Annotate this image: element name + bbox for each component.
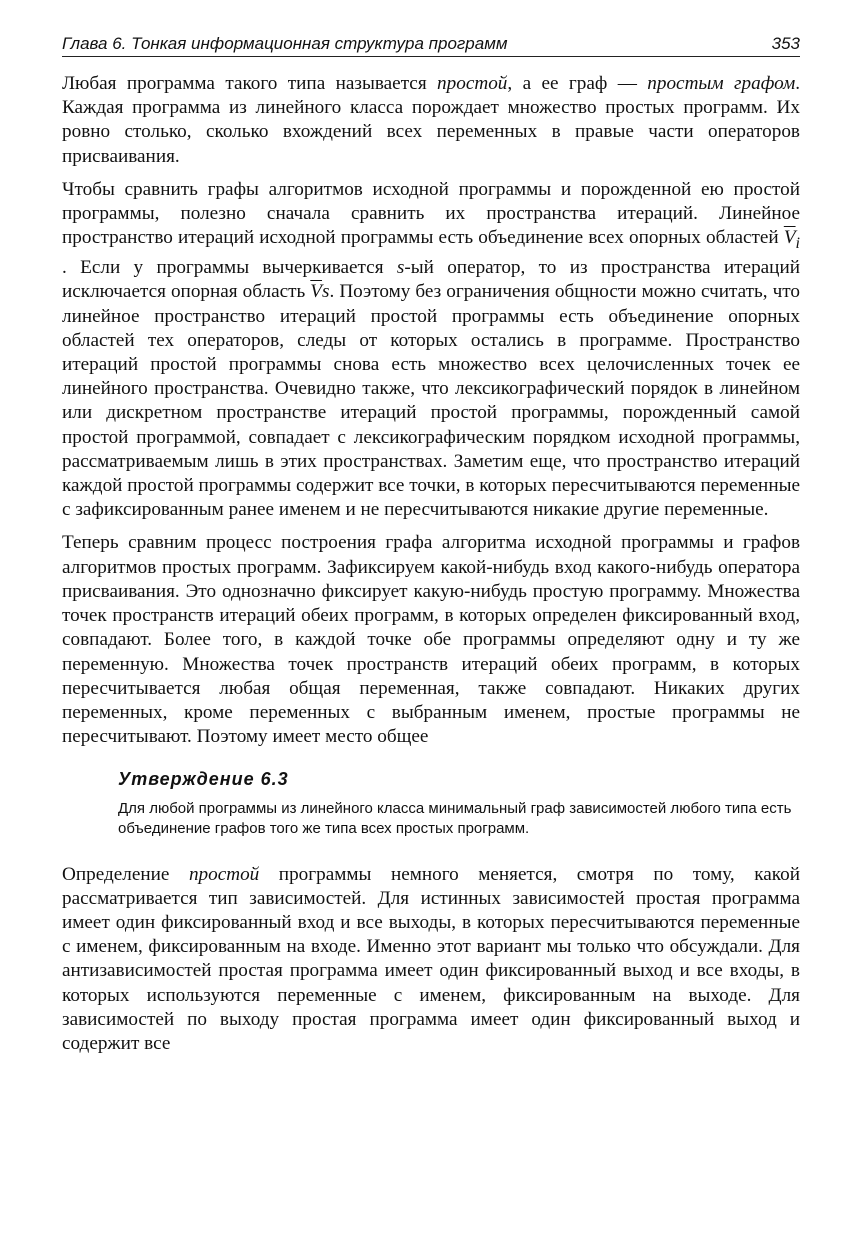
paragraph-2: Чтобы сравнить графы алгоритмов исходной программы и порожденной ею простой программы, полезно сначала сравнить их пространства итераций. Линейное пространство итераций исходной программы есть объединение всех опорных областей $\overline{V}_i$ . Если у программы вычеркивается s-ый оператор, то из пространства итераций исключается опорная область $\overline{V}s$. Поэтому без ограничения общности можно считать, что линейное пространство итераций простой программы есть объединение опорных областей тех операторов, следы от которых остались в программе. Пространство итераций простой программы снова есть множество всех целочисленных точек ее линейного пространства. Очевидно также, что лексикографический порядок в линейном или дискретном пространстве итераций простой программы, порожденный самой простой программой, совпадает с лексикографическим порядком исходной программы, рассматриваемым лишь в этих пространствах. Заметим еще, что пространство итераций каждой простой программы содержит все точки, в которых пересчитываются переменные с зафиксированным ранее именем и не пересчитываются никакие другие переменные. [62, 178, 800, 521]
theorem-title: Утверждение 6.3 [118, 769, 289, 790]
math-v-i: $\overline{V}$ [783, 227, 796, 249]
paragraph-3: Теперь сравним процесс построения графа алгоритма исходной программы и графов алгоритмов простых программ. Зафиксируем какой-нибудь вход какого-нибудь оператора присваивания. Это однозначно фиксирует какую-нибудь простую программу. Множества точек пространств итераций обеих программ, в которых определен фиксированный вход, совпадают. Более того, в каждой точке обе программы определяют одну и ту же переменную. Множества точек пространств итераций обеих программ, в которых пересчитывается любая общая переменная, также совпадают. Никаких других переменных, кроме переменных с выбранным именем, простые программы не пересчитывают. Поэтому имеет место общее [62, 532, 800, 748]
page-number: 353 [771, 34, 800, 53]
theorem-text: Для любой программы из линейного класса минимальный граф зависимостей любого типа есть объединение графов того же типа всех простых программ. [118, 799, 792, 837]
paragraph-1: Любая программа такого типа называется простой, а ее граф — простым графом. Каждая программа из линейного класса порождает множество простых программ. Их ровно столько, сколько вхождений всех переменных в правые части операторов присваивания. [62, 73, 800, 167]
page-body [62, 72, 800, 1065]
paragraph-4: Определение простой программы немного меняется, смотря по тому, какой рассматривается тип зависимостей. Для истинных зависимостей простая программа имеет один фиксированный вход и все выходы, в которых пересчитываются переменные с именем, фиксированным на входе. Именно этот вариант мы только что обсуждали. Для антизависимостей простая программа имеет один фиксированный выход и все входы, в которых используются переменные с именем, фиксированным на выходе. Для зависимостей по выходу простая программа имеет один фиксированный выход и содержит все [62, 863, 800, 1054]
math-v-s: $\overline{V}$ [310, 281, 323, 303]
theorem-block [118, 767, 800, 838]
chapter-title: Глава 6. Тонкая информационная структура программ [62, 34, 508, 53]
running-header [62, 30, 800, 57]
